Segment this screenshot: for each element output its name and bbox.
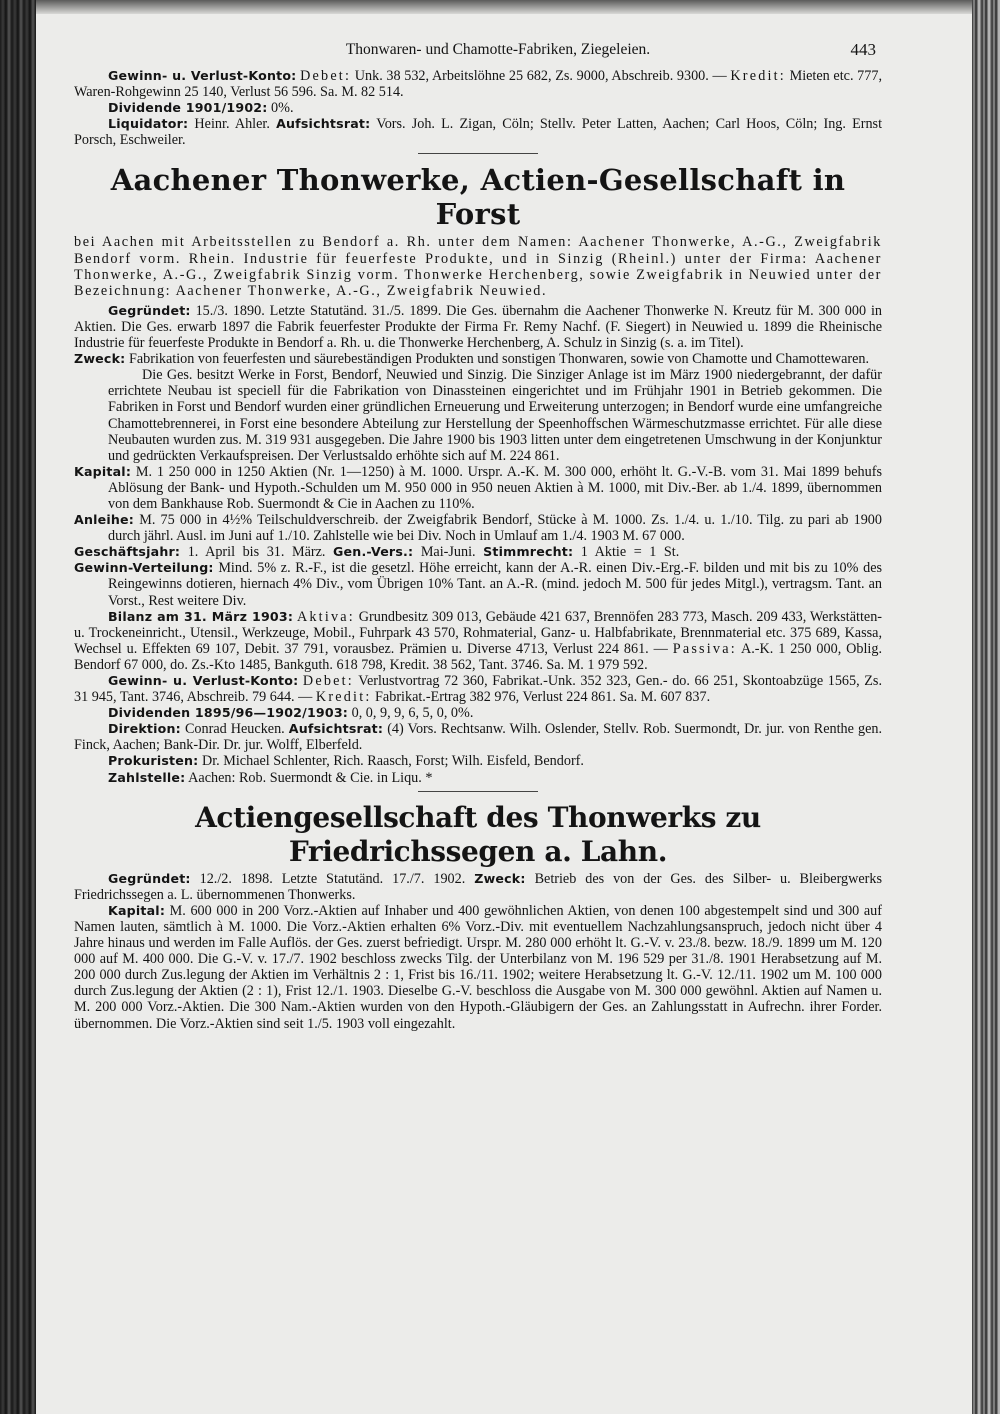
anleihe-paragraph xyxy=(74,512,882,544)
entry-description: bei Aachen mit Arbeitsstellen zu Bendorf a. Rh. unter dem Namen: Aachener Thonwerke, A.-G., Zweigfabrik Bendorf vorm. Rhein. Industrie für feuerfeste Produkte, und in Sinzig (Rheinl.) unter der Firma: Aachener Thonwerke, A.-G., Zweigfabrik Sinzig vorm. Thonwerke Herchenberg, sowie Zweigfabrik in Neuwied unter der Bezeichnung: Aachener Thonwerke, A.-G., Zweigfabrik Neuwied. xyxy=(74,234,882,299)
kapital-label: Kapital: xyxy=(108,902,166,918)
scan-edge-top xyxy=(0,0,1000,14)
prev-gv-debet-word: Debet: xyxy=(300,68,352,84)
gegruendet-text: 12./2. 1898. Letzte Statutänd. 17./7. 1902. xyxy=(199,870,466,887)
debet-text: Verlustvortrag 72 360, Fabrikat.-Unk. 352 323, Gen.- do. 66 251, Skontoabzüge 1565, Zs. 31 945, Tant. 3746, Abschreib. 79 644. — xyxy=(74,673,882,706)
direktion-text: Conrad Heucken. xyxy=(184,721,285,738)
genvers-text: Mai-Juni. xyxy=(420,544,476,561)
anleihe-label: Anleihe: xyxy=(74,512,135,528)
werke-paragraph: Die Ges. besitzt Werke in Forst, Bendorf, Neuwied und Sinzig. Die Sinziger Anlage ist im März 1900 niedergebrannt, der dafür errichtete Neubau ist speciell für die Fabrikation von Dinassteinen eingerichtet und im Frühjahr 1901 in Betrieb gekommen. Die Fabriken in Forst und Bendorf wurden einer gründlichen Erneuerung und Erweiterung unterzogen; in Bendorf wurde eine umfangreiche Chamottebrennerei, in Forst eine besondere Abteilung zur Herstellung der Speenhoffschen Wärmeschutzmasse errichtet. Für alle diese Neubauten wurden zus. M. 319 931 ausgegeben. Die Jahre 1900 bis 1903 litten unter dem eingetretenen Umschwung in der Konjunktur und gedrückten Verkaufspreisen. Der Verlustsaldo erhöhte sich auf M. 224 861. xyxy=(108,367,882,464)
aktiva-text: Grundbesitz 309 013, Gebäude 421 637, Brennöfen 283 773, Masch. 209 433, Werkstätten- u. Trockeneinricht., Utensil., Werkzeuge, Mobil., Fuhrpark 43 570, Rohmaterial, Ganz- u. Halbfabrikate, Brennmaterial etc. 375 689, Kassa, Wechsel u. Effekten 69 107, Debit. 37 791, vorausbez. Prämien u. Diverse 4713, Verlust 224 861. — xyxy=(74,608,883,657)
kredit-word: Kredit: xyxy=(315,689,372,706)
prev-gv-kredit: Mieten etc. 777, Waren-Rohgewinn 25 140, Verlust 56 596. Sa. M. 82 514. xyxy=(74,68,882,101)
prev-liquidator-label: Liquidator: xyxy=(108,116,189,132)
book-binding-edge xyxy=(0,0,36,1414)
passiva-text: A.-K. 1 250 000, Oblig. Bendorf 67 000, do. Zs.-Kto 1485, Bankguth. 618 798, Kredit. 38 562, Tant. 3746. Sa. M. 1 979 592. xyxy=(74,640,883,673)
prev-gv-paragraph xyxy=(74,68,882,100)
dividenden-label: Dividenden 1895/96—1902/1903: xyxy=(108,705,349,721)
prev-liquidator xyxy=(74,116,882,148)
debet-word: Debet: xyxy=(302,673,354,689)
aufsichtsrat-text: (4) Vors. Rechtsanw. Wilh. Oslender, Stellv. Rob. Suermondt, Dr. jur. von Renthe gen. Finck, Aachen; Bank-Dir. Dr. jur. Wolff, Elberfeld. xyxy=(74,721,883,754)
prokuristen-line xyxy=(74,753,882,769)
zahlstelle-label: Zahlstelle: xyxy=(108,769,186,785)
gewinnverteilung-paragraph xyxy=(74,560,882,608)
section-divider xyxy=(418,791,538,792)
prev-gv-kredit-word: Kredit: xyxy=(730,68,786,84)
entry-title: Aachener Thonwerke, Actien-Gesellschaft in Forst xyxy=(110,163,846,232)
stimmrecht-text: 1 Aktie = 1 St. xyxy=(580,544,680,561)
prev-dividend xyxy=(74,100,882,116)
gewinnverteilung-label: Gewinn-Verteilung: xyxy=(74,560,214,576)
entry-title: Actiengesellschaft des Thonwerks zu Friedrichssegen a. Lahn. xyxy=(195,800,761,868)
page-number: 443 xyxy=(850,40,876,59)
kapital-label: Kapital: xyxy=(74,463,132,479)
gegruendet-paragraph xyxy=(74,303,882,351)
geschaeftsjahr-label: Geschäftsjahr: xyxy=(74,544,181,560)
zweck-text: Betrieb des von der Ges. des Silber- u. Bleibergwerks Friedrichssegen a. L. übernommenen Thonwerks. xyxy=(74,870,883,903)
gegruendet-label: Gegründet: xyxy=(108,870,191,886)
gegruendet-text: 15./3. 1890. Letzte Statutänd. 31./5. 1899. Die Ges. übernahm die Aachener Thonwerke N. Kreutz für M. 300 000 in Aktien. Die Ges. erwarb 1897 die Fabrik feuerfester Produkte der Firma Fr. Remy Nachf. (F. Siegert) in Neuwied u. 1899 die Rheinische Industrie für feuerfeste Produkte in Bendorf a. Rh. u. die Thonwerke Herchenberg, A. Schulz in Sinzig (s. a. im Titel). xyxy=(74,302,882,352)
previous-entry xyxy=(74,68,882,148)
prev-ar-value: Vors. Joh. L. Zigan, Cöln; Stellv. Peter Latten, Aachen; Carl Hoos, Cöln; Ing. Ernst Porsch, Eschweiler. xyxy=(74,116,883,149)
kapital-text: M. 600 000 in 200 Vorz.-Aktien auf Inhaber und 400 gewöhnlichen Aktien, von denen 100 abgestempelt sind und 300 auf Namen lauten, sämtlich à M. 1000. Die Vorz.-Aktien erhalten 6% Vorz.-Div. mit eventuellem Nachzahlungsanspruch, jedoch nicht über 4 Jahre hinaus und werden im Falle Auflös. der Ges. zuerst befriedigt. Urspr. M. 280 000 erhöht lt. G.-V. v. 23./8. bezw. 18./9. 1899 um M. 120 000 auf M. 400 000. Die G.-V. v. 17./7. 1902 beschloss zwecks Tilg. der Unterbilanz von M. 196 529 per 31./8. 1901 Herabsetzung auf M. 200 000 durch Zus.legung der Aktien im Verhältnis 2 : 1, Frist bis 16./11. 1902; weitere Herabsetzung lt. G.-V. 12./11. 1902 um M. 100 000 durch Zus.legung der Aktien (2 : 1), Frist 12./1. 1903. Dieselbe G.-V. beschloss die Ausgabe von M. 300 000 gewöhnl. Aktien auf Namen u. M. 200 000 Vorz.-Aktien. Die 300 Nam.-Aktien wurden von den Hypoth.-Gläubigern der Ges. an Zahlungsstatt in Aufrechn. ihrer Forder. übernommen. Die Vorz.-Aktien sind seit 1./5. 1903 voll eingezahlt. xyxy=(74,902,883,1032)
dividenden-text: 0, 0, 9, 9, 6, 5, 0, 0%. xyxy=(351,705,474,722)
kredit-text: Fabrikat.-Ertrag 382 976, Verlust 224 861. Sa. M. 607 837. xyxy=(375,689,711,706)
zahlstelle-text: Aachen: Rob. Suermondt & Cie. in Liqu. * xyxy=(188,769,433,786)
aufsichtsrat-label: Aufsichtsrat: xyxy=(288,721,384,737)
gegruendet-label: Gegründet: xyxy=(108,302,191,318)
guv-paragraph xyxy=(74,673,882,705)
prev-ar-label: Aufsichtsrat: xyxy=(276,116,371,132)
prev-dividend-label: Dividende 1901/1902: xyxy=(108,100,268,116)
dividenden-line xyxy=(74,705,882,721)
geschaeftsjahr-line xyxy=(74,544,882,560)
gewinnverteilung-text: Mind. 5% z. R.-F., ist die gesetzl. Höhe erreicht, kann der A.-R. einen Div.-Erg.-F. bilden und mit bis zu 10% des Reingewinns dotieren, hiernach 4% Div., vom Übrigen 10% Tant. an A.-R. (mind. jedoch M. 500 für jedes Mitgl.), vertragsm. Tant. an Vorst., Rest weitere Div. xyxy=(108,560,883,609)
geschaeftsjahr-text: 1. April bis 31. März. xyxy=(187,544,326,561)
kapital-paragraph xyxy=(74,464,882,512)
gegruendet-paragraph xyxy=(74,871,882,903)
zahlstelle-line xyxy=(74,770,882,786)
entry-friedrichssegen xyxy=(74,801,882,1032)
guv-label: Gewinn- u. Verlust-Konto: xyxy=(108,673,299,688)
direktion-paragraph xyxy=(74,721,882,753)
prokuristen-label: Prokuristen: xyxy=(108,753,199,769)
page-stack-edge xyxy=(972,0,1000,1414)
entry-aachener-thonwerke xyxy=(74,163,882,785)
zweck-label: Zweck: xyxy=(74,351,126,367)
running-header xyxy=(74,42,882,68)
aktiva-word: Aktiva: xyxy=(296,608,355,625)
zweck-paragraph xyxy=(74,351,882,367)
anleihe-text: M. 75 000 in 4½% Teilschuldverschreib. der Zweigfabrik Bendorf, Stücke à M. 1000. Zs. 1./4. u. 1./10. Tilg. zu pari ab 1900 durch jährl. Ausl. im Juni auf 1./10. Zahlstelle wie bei Div. Noch in Umlauf am 1./4. 1903 M. 67 000. xyxy=(108,512,882,545)
section-divider xyxy=(418,153,538,154)
direktion-label: Direktion: xyxy=(108,721,181,737)
stimmrecht-label: Stimmrecht: xyxy=(483,544,574,560)
page-content xyxy=(74,42,882,1032)
prev-dividend-value: 0%. xyxy=(271,100,294,117)
bilanz-paragraph xyxy=(74,609,882,673)
genvers-label: Gen.-Vers.: xyxy=(333,544,414,560)
running-header-title: Thonwaren- und Chamotte-Fabriken, Ziegeleien. xyxy=(345,41,651,58)
prev-gv-label: Gewinn- u. Verlust-Konto: xyxy=(108,68,297,83)
bilanz-label: Bilanz am 31. März 1903: xyxy=(108,608,294,624)
prev-gv-debet: Unk. 38 532, Arbeitslöhne 25 682, Zs. 9000, Abschreib. 9300. — xyxy=(354,68,727,84)
zweck-label: Zweck: xyxy=(474,870,526,886)
kapital-text: M. 1 250 000 in 1250 Aktien (Nr. 1—1250) à M. 1000. Urspr. A.-K. M. 300 000, erhöht lt. G.-V.-B. vom 31. Mai 1899 behufs Ablösung der Bank- und Hypoth.-Schulden um M. 950 000 in 950 neuen Aktien à M. 1000, mit Div.-Ber. ab 1./4. 1899, übernommen von dem Bankhause Rob. Suermondt & Cie in Aachen zu 110%. xyxy=(108,463,882,512)
kapital-paragraph xyxy=(74,903,882,1032)
passiva-word: Passiva: xyxy=(672,640,737,657)
zweck-text: Fabrikation von feuerfesten und säurebeständigen Produkten und sonstigen Thonwaren, sowie von Chamotte und Chamottewaren. xyxy=(128,351,870,368)
prokuristen-text: Dr. Michael Schlenter, Rich. Raasch, Forst; Wilh. Eisfeld, Bendorf. xyxy=(201,753,584,770)
prev-liquidator-value: Heinr. Ahler. xyxy=(194,116,270,133)
